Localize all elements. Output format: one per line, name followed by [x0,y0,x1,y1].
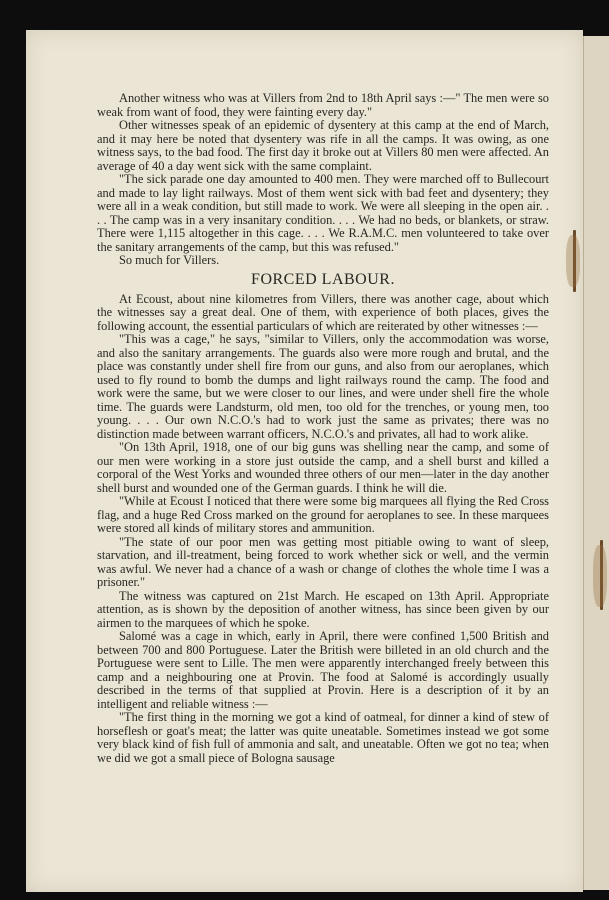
paragraph-food-description: "The first thing in the morning we got a kind of oatmeal, for dinner a kind of stew of horseflesh or goat's meat; the latter was quite uneatable. Sometimes instead we got some very black kind of fish full of ammonia and salt, and uneatable. Often we got no tea; when we did we got a small piece of Bologna sausage [97,710,549,765]
paragraph-cage-quote: "This was a cage," he says, "similar to Villers, only the accommodation was worse, and also the sanitary arrangements. The guards also were more rough and brutal, and the place was constantly under shell fire from our guns, and also from our aeroplanes, which used to fly round to bomb the dumps and light railways round the camp. The food and work were the same, but we were closer to our lines, and were under shell fire the whole time. The guards were Landsturm, old men, too old for the trenches, or young men, too young. . . . Our own N.C.O.'s had to work just the same as privates; there was no distinction made between warrant officers, N.C.O.'s and privates, all had to work alike. [97,332,549,441]
paragraph-captured: The witness was captured on 21st March. He escaped on 13th April. Appropriate attention, as is shown by the deposition of another witness, has since been given by our airmen to the marquees of which he spoke. [97,588,549,630]
section-heading: FORCED LABOUR. [251,270,395,288]
rust-stain-top [566,235,580,287]
paragraph-dysentery: Other witnesses speak of an epidemic of dysentery at this camp at the end of March, and it may here be noted that dysentery was rife in all the camps. It was owing, as one witness says, to the bad food. The first day it broke out at Villers 80 men were affected. An average of 40 a day went sick with the same complaint. [97,118,549,173]
rust-stain-bottom [593,545,607,607]
paragraph-red-cross: "While at Ecoust I noticed that there were some big marquees all flying the Red Cross flag, and a huge Red Cross marked on the ground for aeroplanes to see. In these marquees were stored all kinds of military stores and ammunition. [97,494,549,535]
paragraph-shell-burst: "On 13th April, 1918, one of our big guns was shelling near the camp, and some of our men were working in a store just outside the camp, and a shell burst and killed a corporal of the West Yorks and wounded three others of our men—later in the day another shell burst and wounded one of the German guards. I think he will die. [97,440,549,495]
adjacent-page-edge [583,36,609,890]
paragraph-sick-parade: "The sick parade one day amounted to 400 men. They were marched off to Bullecourt and made to lay light railways. Most of them went sick with bad feet and dysentery; they were all in a weak condition, but still made to work. We were all sleeping in the open air. . . . The camp was in a very insanitary condition. . . . We had no beds, or blankets, or straw. There were 1,115 altogether in this cage. . . . We R.A.M.C. men volunteered to take over the sanitary arrangements of the camp, but this was refused." [97,172,549,254]
document-body [97,92,549,765]
paragraph-villers-witness: Another witness who was at Villers from 2nd to 18th April says :—" The men were so weak from want of food, they were fainting every day." [97,91,549,119]
paragraph-ecoust: At Ecoust, about nine kilometres from Villers, there was another cage, about which the witnesses say a great deal. One of them, with experience of both places, gives the following account, the essential particulars of which are reiterated by other witnesses :— [97,291,549,333]
paragraph-state-of-men: "The state of our poor men was getting most pitiable owing to want of sleep, starvation, and ill-treatment, being forced to work whether sick or well, and the vermin was awful. We never had a chance of a wash or change of clothes the whole time I was a prisoner." [97,534,549,589]
paragraph-so-much: So much for Villers. [119,253,220,267]
paragraph-salome: Salomé was a cage in which, early in April, there were confined 1,500 British and between 700 and 800 Portuguese. Later the British were billeted in an old church and the Portuguese were sent to Lille. The men were apparently interchanged freely between this camp and a neighbouring one at Provin. The food at Salomé is accordingly usually described in the terms of that supplied at Provin. Here is a description of it by an intelligent and reliable witness :— [97,629,549,711]
